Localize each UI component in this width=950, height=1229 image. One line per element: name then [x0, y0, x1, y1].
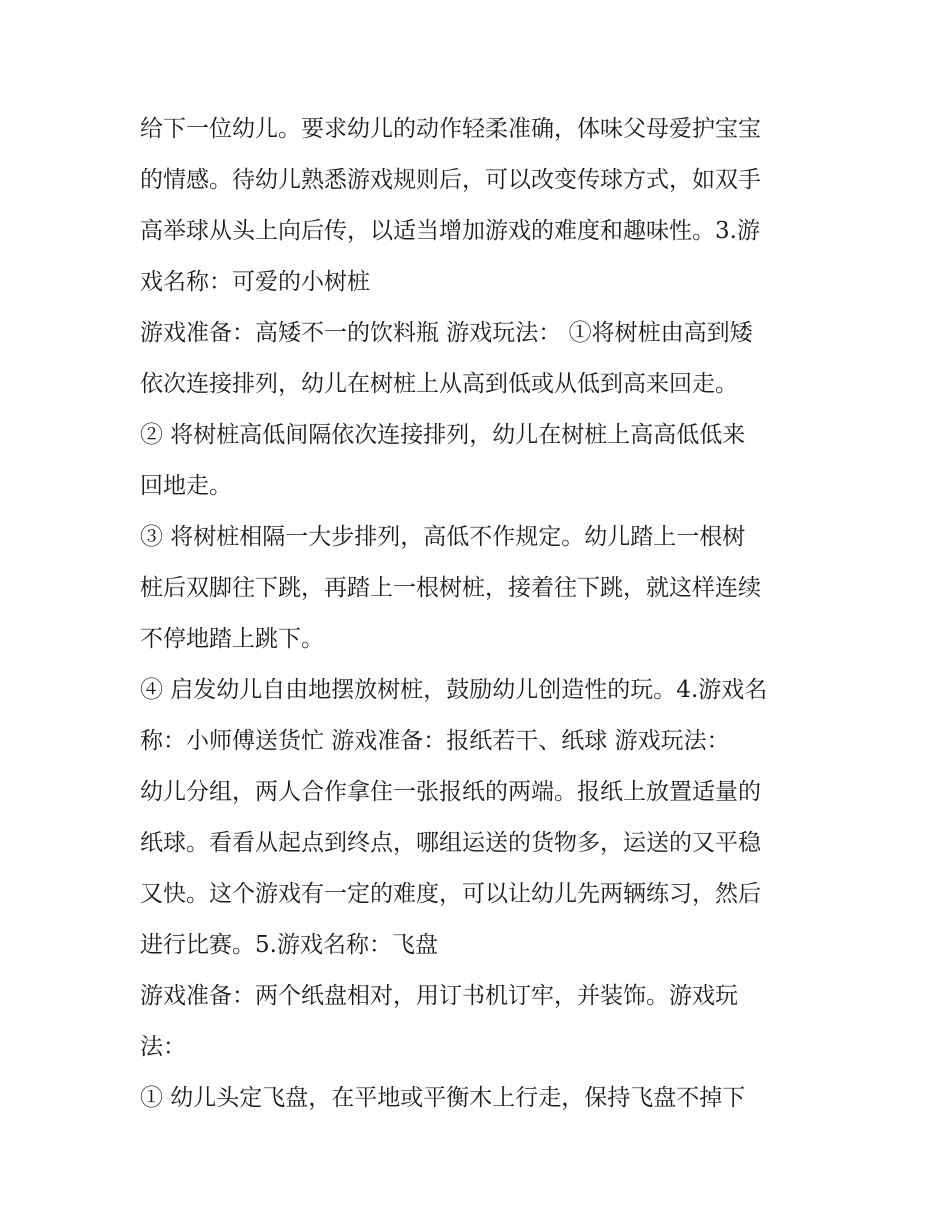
text-line-18: 游戏准备：两个纸盘相对，用订书机订牢，并装饰。游戏玩	[140, 983, 738, 1009]
text-line-7: ② 将树桩高低间隔依次连接排列，幼儿在树桩上高高低低来	[140, 422, 746, 448]
text-line-15: 纸球。看看从起点到终点，哪组运送的货物多，运送的又平稳	[140, 830, 761, 856]
text-line-11: 不停地踏上跳下。	[140, 626, 324, 652]
text-line-1: 给下一位幼儿。要求幼儿的动作轻柔准确，体味父母爱护宝宝	[140, 116, 761, 142]
text-line-3: 高举球从头上向后传，以适当增加游戏的难度和趣味性。3.游	[140, 218, 760, 244]
text-line-10: 桩后双脚往下跳，再踏上一根树桩，接着往下跳，就这样连续	[140, 575, 761, 601]
text-line-19: 法：	[140, 1034, 186, 1060]
text-line-12: ④ 启发幼儿自由地摆放树桩，鼓励幼儿创造性的玩。4.游戏名	[140, 677, 768, 703]
text-line-9: ③ 将树桩相隔一大步排列，高低不作规定。幼儿踏上一根树	[140, 524, 746, 550]
text-line-20: ① 幼儿头定飞盘，在平地或平衡木上行走，保持飞盘不掉下	[140, 1085, 746, 1111]
text-line-4: 戏名称：可爱的小树桩	[140, 269, 370, 295]
text-line-14: 幼儿分组，两人合作拿住一张报纸的两端。报纸上放置适量的	[140, 779, 761, 805]
text-line-2: 的情感。待幼儿熟悉游戏规则后，可以改变传球方式，如双手	[140, 167, 761, 193]
text-line-16: 又快。这个游戏有一定的难度，可以让幼儿先两辆练习，然后	[140, 881, 761, 907]
text-line-17: 进行比赛。5.游戏名称：飞盘	[140, 932, 438, 958]
text-line-5: 游戏准备：高矮不一的饮料瓶 游戏玩法： ①将树桩由高到矮	[140, 320, 753, 346]
text-line-13: 称：小师傅送货忙 游戏准备：报纸若干、纸球 游戏玩法：	[140, 728, 730, 754]
text-line-8: 回地走。	[140, 473, 232, 499]
document-body	[140, 104, 820, 1124]
text-line-6: 依次连接排列，幼儿在树桩上从高到低或从低到高来回走。	[140, 371, 738, 397]
